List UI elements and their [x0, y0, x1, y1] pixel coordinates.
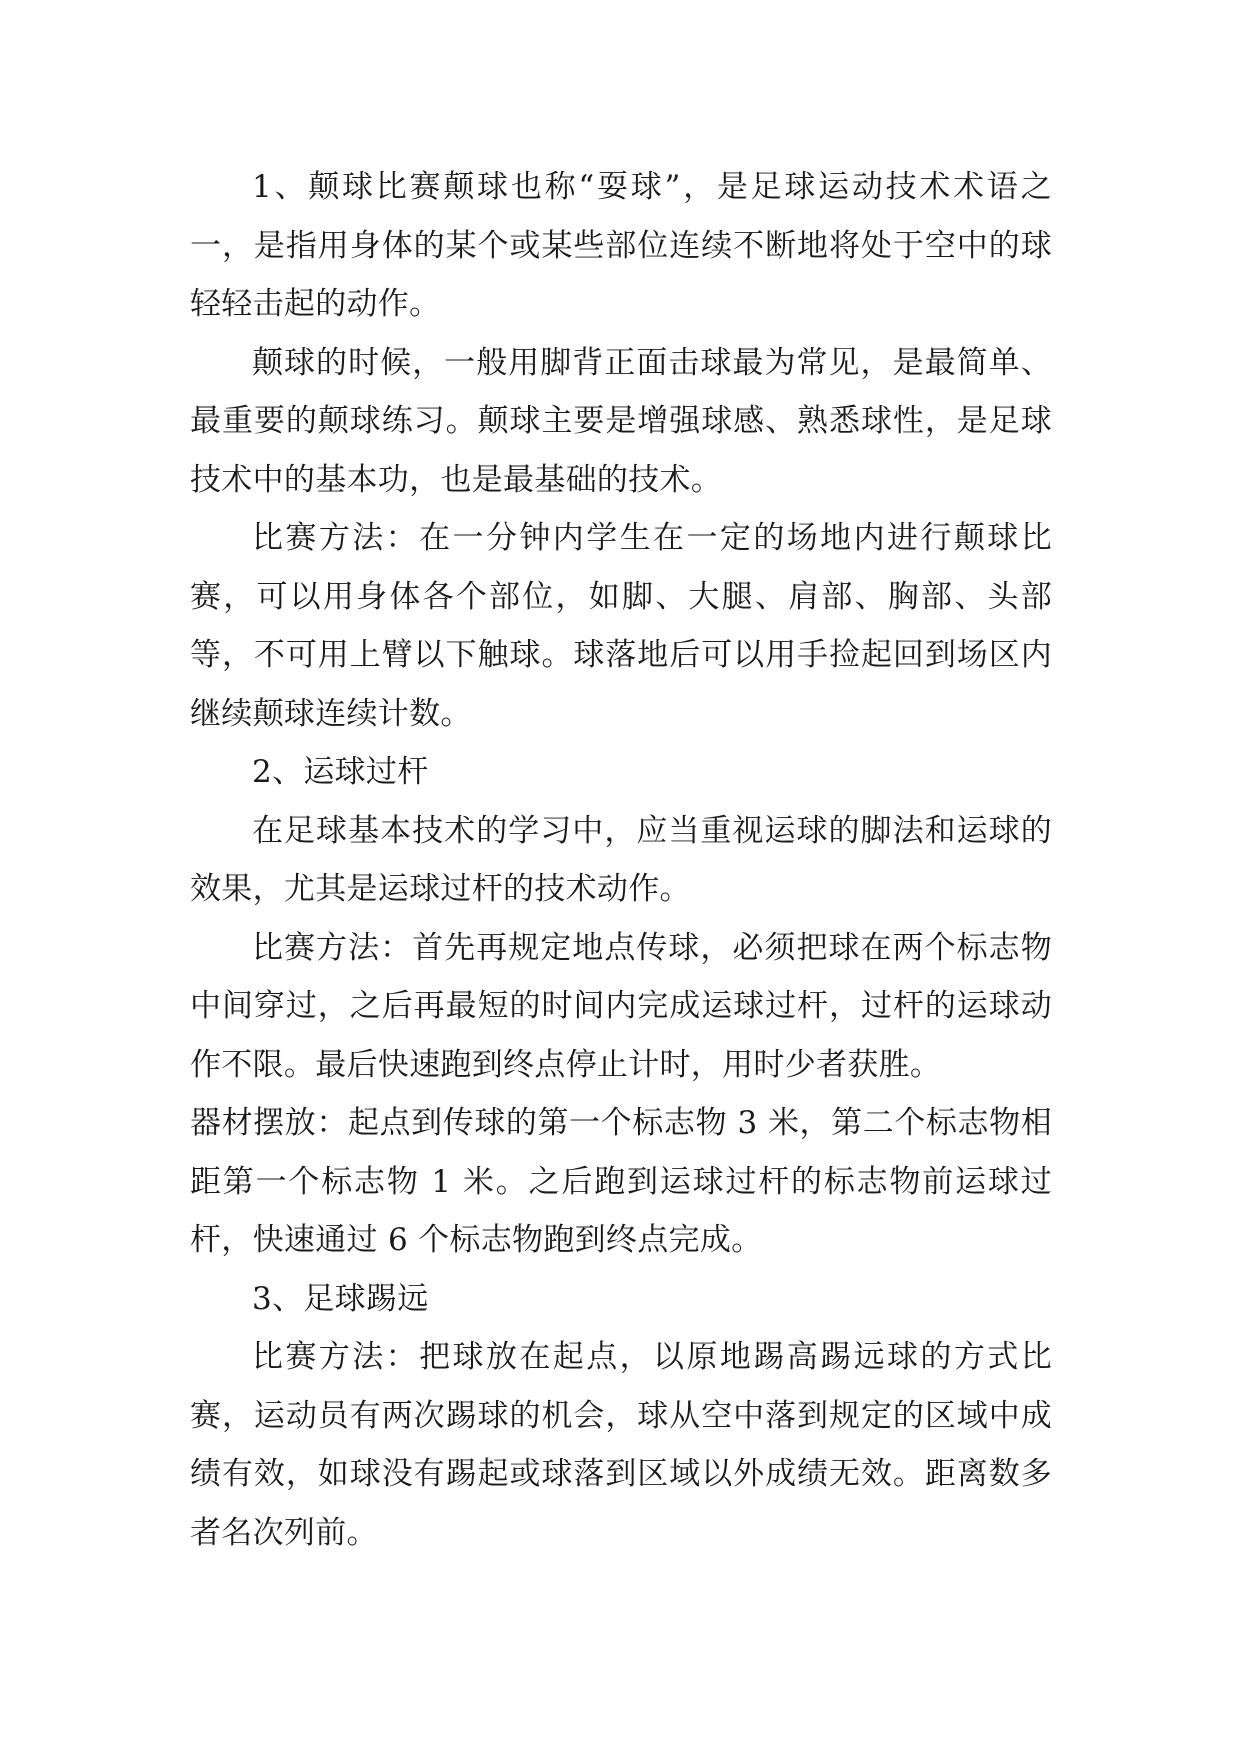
paragraph-equipment-setup: 器材摆放：起点到传球的第一个标志物 3 米，第二个标志物相距第一个标志物 1 米。之后跑到运球过杆的标志物前运球过杆，快速通过 6 个标志物跑到终点完成。 [190, 1105, 1052, 1258]
heading-dribbling: 2、运球过杆 [252, 754, 429, 790]
paragraph-dribbling-rules: 比赛方法：首先再规定地点传球，必须把球在两个标志物中间穿过，之后再最短的时间内完成运球过杆，过杆的运球动作不限。最后快速跑到终点停止计时，用时少者获胜。 [190, 929, 1052, 1083]
heading-long-kick: 3、足球踢远 [252, 1280, 429, 1317]
document-body [190, 158, 1052, 1562]
paragraph-juggling-rules: 比赛方法：在一分钟内学生在一定的场地内进行颠球比赛，可以用身体各个部位，如脚、大腿、肩部、胸部、头部等，不可用上臂以下触球。球落地后可以用手捡起回到场区内继续颠球连续计数。 [190, 520, 1052, 732]
paragraph-dribbling-intro: 在足球基本技术的学习中，应当重视运球的脚法和运球的效果，尤其是运球过杆的技术动作。 [190, 812, 1052, 907]
paragraph-juggling-technique: 颠球的时候，一般用脚背正面击球最为常见，是最简单、最重要的颠球练习。颠球主要是增强球感、熟悉球性，是足球技术中的基本功，也是最基础的技术。 [190, 344, 1052, 498]
paragraph-long-kick-rules: 比赛方法：把球放在起点，以原地踢高踢远球的方式比赛，运动员有两次踢球的机会，球从空中落到规定的区域中成绩有效，如球没有踢起或球落到区域以外成绩无效。距离数多者名次列前。 [190, 1339, 1052, 1551]
paragraph-juggling-definition: 1、颠球比赛颠球也称“耍球”，是足球运动技术术语之一，是指用身体的某个或某些部位连续不断地将处于空中的球轻轻击起的动作。 [190, 169, 1052, 322]
